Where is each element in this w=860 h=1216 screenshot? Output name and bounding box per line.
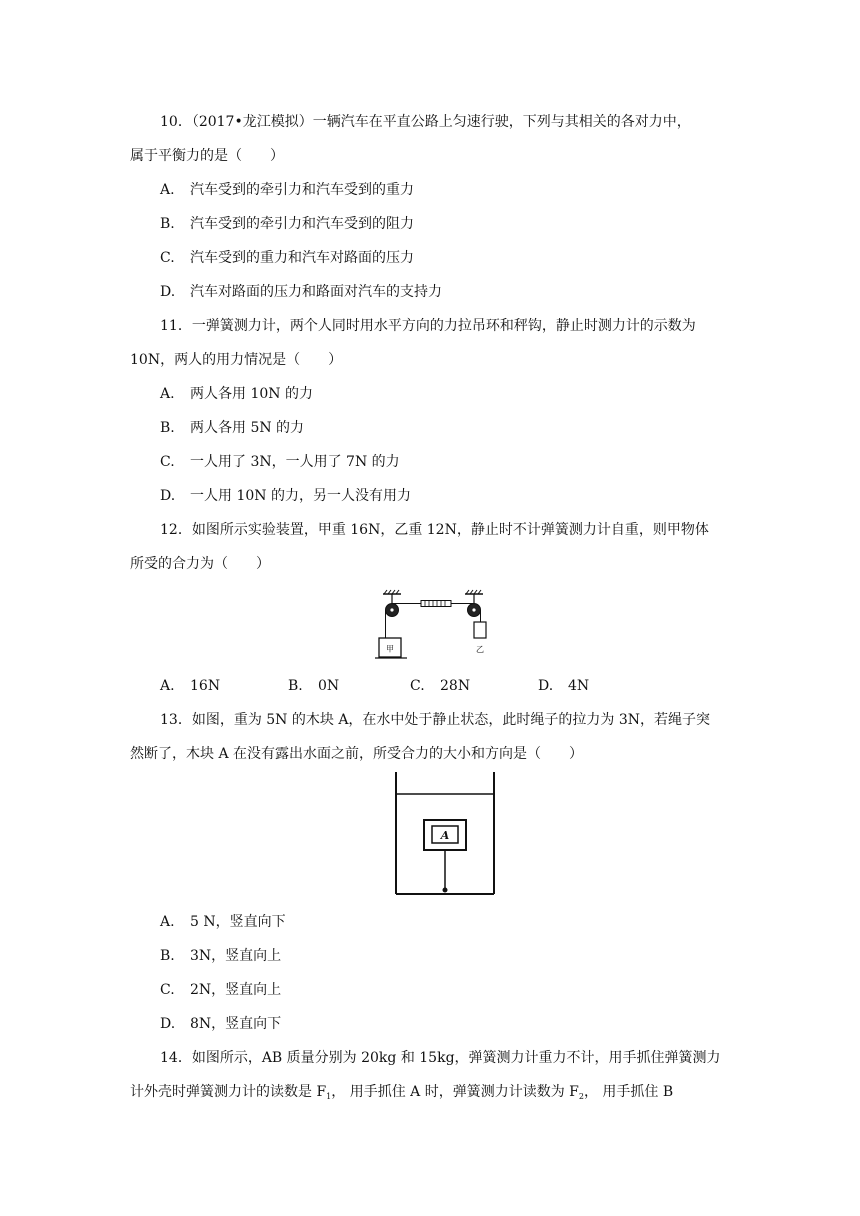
q13-option-c-text: 2N，竖直向上 bbox=[190, 982, 282, 998]
q13-line2: 然断了，木块 A 在没有露出水面之前，所受合力的大小和方向是（ ） bbox=[130, 746, 584, 762]
q11-option-d-text: 一人用 10N 的力，另一人没有用力 bbox=[190, 488, 411, 504]
q14-line2-part-a: 计外壳时弹簧测力计的读数是 F bbox=[130, 1084, 327, 1100]
spring-balance bbox=[415, 601, 457, 607]
block-jia-label: 甲 bbox=[386, 644, 394, 654]
q13-option-a-text: 5 N，竖直向下 bbox=[190, 914, 286, 930]
q12-option-a-letter: A. bbox=[160, 678, 175, 694]
q11-option-b-letter: B. bbox=[160, 420, 175, 436]
block-yi bbox=[474, 622, 486, 638]
block-yi-label: 乙 bbox=[476, 645, 484, 654]
q12-option-d-letter: D. bbox=[538, 678, 554, 694]
q13-figure-water-container bbox=[390, 772, 500, 900]
q10-option-d-text: 汽车对路面的压力和路面对汽车的支持力 bbox=[190, 284, 442, 300]
q10-option-b-text: 汽车受到的牵引力和汽车受到的阻力 bbox=[190, 216, 414, 232]
q13-option-c-letter: C. bbox=[160, 982, 175, 998]
q12-option-d-text: 4N bbox=[568, 678, 590, 694]
q11-option-c-letter: C. bbox=[160, 454, 175, 470]
q14-line1: 14．如图所示，AB 质量分别为 20kg 和 15kg，弹簧测力计重力不计，用手抓住弹簧测力 bbox=[160, 1050, 721, 1066]
q12-line1: 12．如图所示实验装置，甲重 16N，乙重 12N，静止时不计弹簧测力计自重，则甲物体 bbox=[160, 522, 709, 538]
q10-option-d-letter: D. bbox=[160, 284, 176, 300]
q11-option-a-text: 两人各用 10N 的力 bbox=[190, 386, 313, 402]
q12-option-b-text: 0N bbox=[318, 678, 340, 694]
q14-line2-part-b: ， 用手抓住 A 时，弹簧测力计读数为 F bbox=[331, 1084, 579, 1100]
q10-line2: 属于平衡力的是（ ） bbox=[130, 148, 284, 164]
q12-option-a-text: 16N bbox=[190, 678, 221, 694]
q13-option-d-letter: D. bbox=[160, 1016, 176, 1032]
q10-option-a-text: 汽车受到的牵引力和汽车受到的重力 bbox=[190, 182, 414, 198]
q10-option-a-letter: A. bbox=[160, 182, 175, 198]
q13-option-a-letter: A. bbox=[160, 914, 175, 930]
q14-line2 bbox=[130, 1082, 673, 1107]
q12-line2: 所受的合力为（ ） bbox=[130, 556, 270, 572]
block-a-label: A bbox=[440, 829, 450, 842]
q10-option-c-text: 汽车受到的重力和汽车对路面的压力 bbox=[190, 250, 414, 266]
q11-line2: 10N，两人的用力情况是（ ） bbox=[130, 352, 343, 368]
q12-figure-pulley-apparatus bbox=[375, 588, 495, 664]
f2-subscript: 2 bbox=[578, 1092, 584, 1101]
f1-subscript: 1 bbox=[326, 1092, 332, 1101]
q12-option-b-letter: B. bbox=[288, 678, 303, 694]
q13-option-b-text: 3N，竖直向上 bbox=[190, 948, 282, 964]
q12-option-c-letter: C. bbox=[410, 678, 425, 694]
q11-option-c-text: 一人用了 3N，一人用了 7N 的力 bbox=[190, 454, 400, 470]
q10-option-c-letter: C. bbox=[160, 250, 175, 266]
q13-option-d-text: 8N，竖直向下 bbox=[190, 1016, 282, 1032]
q11-option-a-letter: A. bbox=[160, 386, 175, 402]
q11-option-b-text: 两人各用 5N 的力 bbox=[190, 420, 305, 436]
q11-line1: 11．一弹簧测力计，两个人同时用水平方向的力拉吊环和秤钩，静止时测力计的示数为 bbox=[160, 318, 696, 334]
q11-option-d-letter: D. bbox=[160, 488, 176, 504]
q12-option-c-text: 28N bbox=[440, 678, 471, 694]
q10-line1: 10．（2017•龙江模拟）一辆汽车在平直公路上匀速行驶，下列与其相关的各对力中， bbox=[160, 114, 691, 130]
q14-line2-part-c: ， 用手抓住 B bbox=[583, 1084, 674, 1100]
q10-option-b-letter: B. bbox=[160, 216, 175, 232]
q13-line1: 13．如图，重为 5N 的木块 A，在水中处于静止状态，此时绳子的拉力为 3N，若绳子突 bbox=[160, 712, 711, 728]
q13-option-b-letter: B. bbox=[160, 948, 175, 964]
